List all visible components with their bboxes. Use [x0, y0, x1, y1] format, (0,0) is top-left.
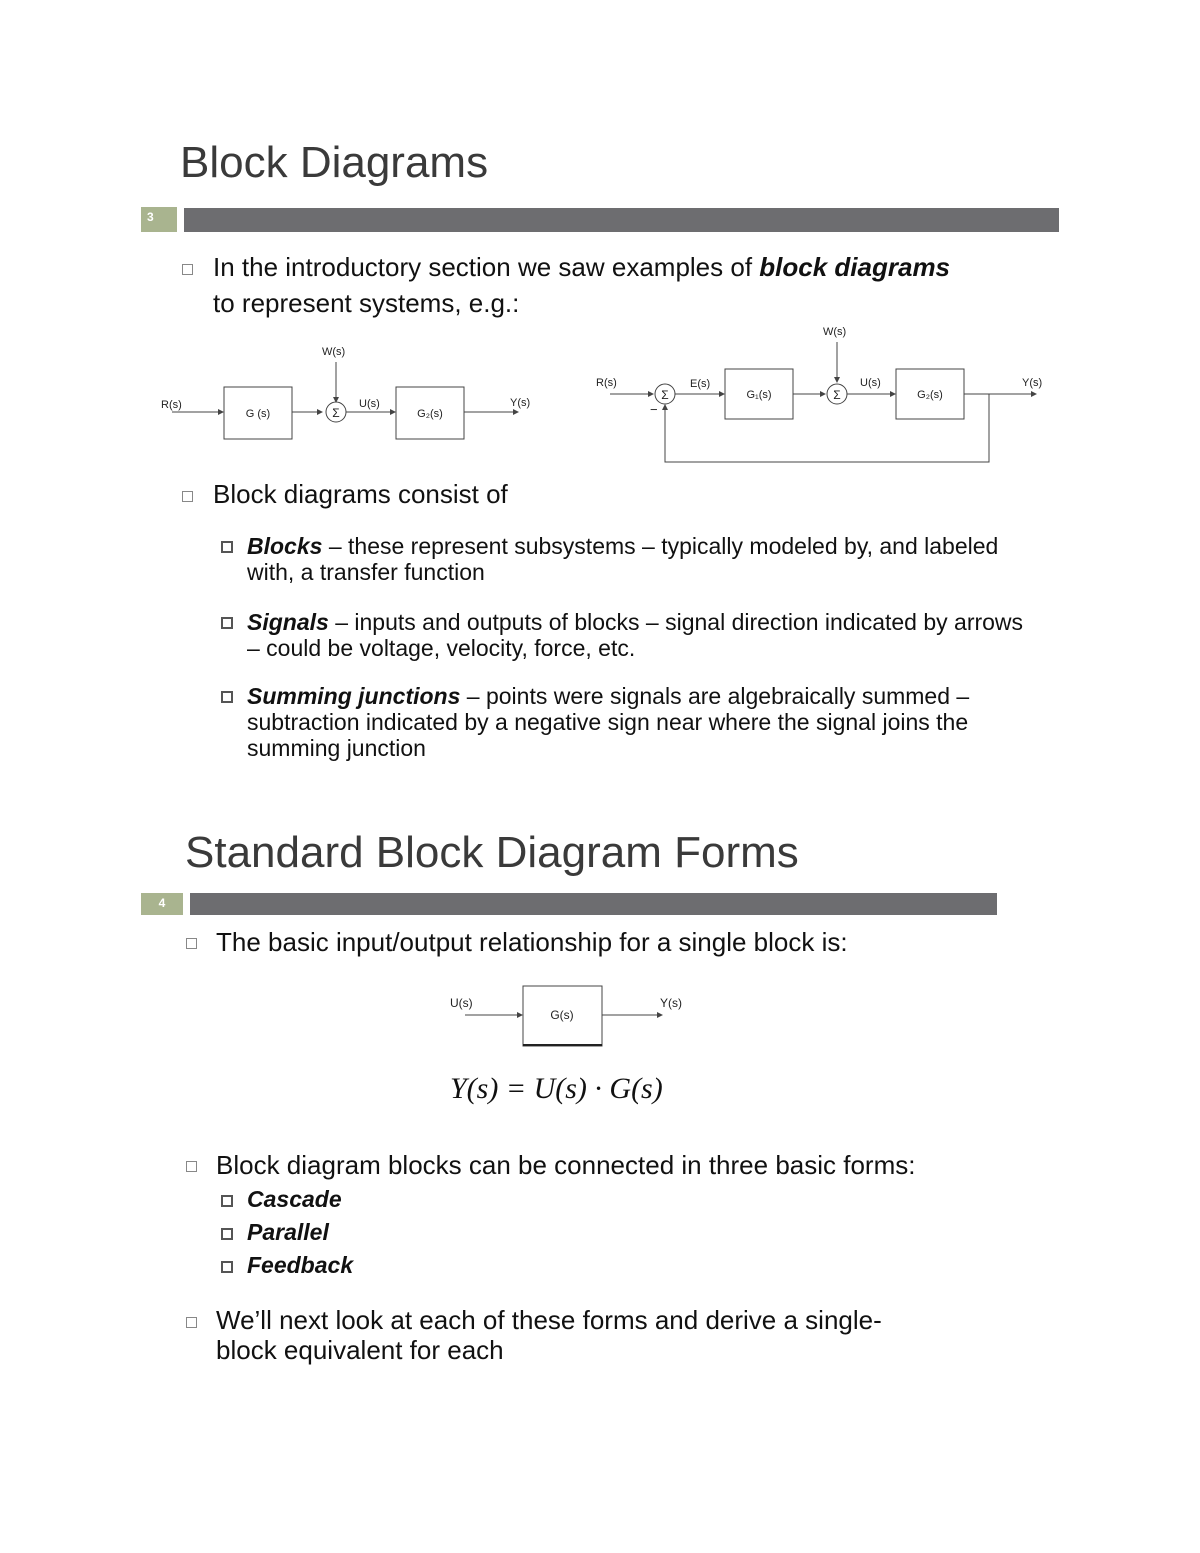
y-signal-label: Y(s): [510, 397, 531, 409]
intro-text-line2: to represent systems, e.g.:: [213, 288, 520, 318]
e-signal-label: E(s): [690, 378, 711, 390]
sub-bullet-square-icon: [221, 1261, 233, 1273]
slide-title-standard-forms: Standard Block Diagram Forms: [185, 828, 799, 877]
bullet-square-icon: [186, 1161, 197, 1172]
r-signal-label: R(s): [161, 399, 182, 411]
bullet-square-icon: [186, 1317, 197, 1328]
g-block-label: G(s): [550, 1008, 574, 1022]
form-parallel: Parallel: [247, 1219, 329, 1245]
intro-emphasis: block diagrams: [759, 252, 951, 282]
sub-bullet-square-icon: [221, 541, 233, 553]
sum-symbol-1: Σ: [661, 388, 669, 402]
basic-io-bullet: The basic input/output relationship for a single block is:: [216, 927, 848, 957]
w-signal-label: W(s): [823, 326, 847, 338]
sum-symbol: Σ: [332, 406, 340, 420]
block-diagrams-consist-bullet: Block diagrams consist of: [213, 479, 508, 509]
block-diagram-open-loop: [150, 335, 550, 455]
intro-bullet: [213, 249, 1033, 321]
sub-item-signals: [247, 609, 1037, 661]
u-signal-label: U(s): [860, 377, 881, 389]
g2-block-label: G₂(s): [417, 408, 443, 420]
sum-symbol-2: Σ: [833, 388, 841, 402]
term-signals: Signals: [247, 609, 329, 635]
g-block-label: G (s): [245, 408, 271, 420]
u-signal-label: U(s): [450, 996, 473, 1010]
intro-text: In the introductory section we saw examples of: [213, 252, 760, 282]
slide-number-badge: 4: [141, 893, 183, 915]
sub-bullet-square-icon: [221, 1228, 233, 1240]
y-signal-label: Y(s): [660, 996, 682, 1010]
u-signal-label: U(s): [359, 398, 380, 410]
bullet-square-icon: [182, 264, 193, 275]
three-forms-bullet: Block diagram blocks can be connected in three basic forms:: [216, 1150, 916, 1180]
title-divider-bar: [184, 208, 1059, 232]
transfer-equation: Y(s) = U(s) · G(s): [450, 1072, 663, 1105]
slide-title-block-diagrams: Block Diagrams: [180, 138, 489, 187]
minus-sign: −: [650, 402, 658, 417]
desc-blocks: – these represent subsystems – typically modeled by, and labeled with, a transfer function: [247, 533, 999, 585]
term-summing-junctions: Summing junctions: [247, 683, 461, 709]
slide-number-badge: 3: [141, 207, 177, 232]
next-look-line1: We’ll next look at each of these forms and derive a single-: [216, 1305, 882, 1335]
single-block-diagram: [440, 980, 700, 1055]
desc-summing-junctions: – points were signals are algebraically summed – subtraction indicated by a negative sign near where the signal joins the summing junction: [247, 683, 970, 761]
g2-block-label: G₂(s): [917, 389, 943, 401]
bullet-square-icon: [186, 938, 197, 949]
desc-signals: – inputs and outputs of blocks – signal direction indicated by arrows – could be voltage, velocity, force, etc.: [247, 609, 1024, 661]
title-divider-bar: [190, 893, 997, 915]
form-feedback: Feedback: [247, 1252, 354, 1278]
next-look-bullet: [216, 1305, 882, 1365]
term-blocks: Blocks: [247, 533, 323, 559]
y-signal-label: Y(s): [1022, 377, 1043, 389]
form-cascade: Cascade: [247, 1186, 342, 1212]
w-signal-label: W(s): [322, 346, 346, 358]
r-signal-label: R(s): [596, 377, 617, 389]
g1-block-label: G₁(s): [746, 389, 772, 401]
sub-item-summing-junctions: [247, 683, 1037, 761]
block-diagram-feedback: [590, 318, 1045, 470]
sub-item-blocks: [247, 533, 1037, 585]
next-look-line2: block equivalent for each: [216, 1335, 504, 1365]
bullet-square-icon: [182, 491, 193, 502]
sub-bullet-square-icon: [221, 617, 233, 629]
sub-bullet-square-icon: [221, 691, 233, 703]
sub-bullet-square-icon: [221, 1195, 233, 1207]
